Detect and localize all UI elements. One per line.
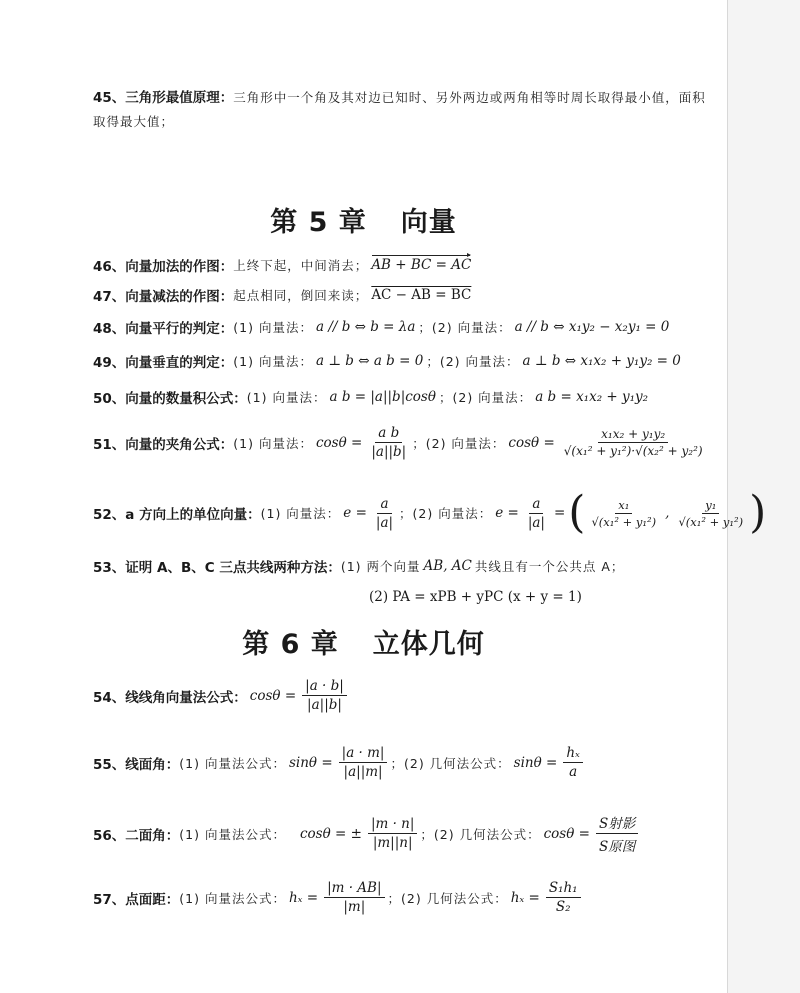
item-48 bbox=[93, 317, 672, 337]
formula-1-left: hₓ = bbox=[288, 889, 319, 906]
item-text: ；(2) 几何法公式： bbox=[390, 755, 511, 771]
item-number: 49、 bbox=[93, 355, 126, 371]
item-number: 53、 bbox=[93, 560, 126, 576]
item-text: (1) 向量法公式： bbox=[179, 826, 286, 842]
item-keyword: 向量的数量积公式： bbox=[125, 391, 247, 407]
item-text: (1) 两个向量 bbox=[340, 559, 421, 574]
numerator: |m · n| bbox=[368, 816, 417, 834]
denominator: |a||b| bbox=[371, 444, 407, 460]
item-text: (1) 向量法： bbox=[233, 320, 313, 335]
item-55 bbox=[93, 745, 586, 780]
formula-1: a b = |a||b|cosθ bbox=[329, 389, 436, 405]
formula-1-left: sinθ = bbox=[288, 754, 333, 771]
item-text: (1) 向量法： bbox=[233, 435, 313, 451]
item-number: 48、 bbox=[93, 321, 126, 337]
chapter-name: 立体几何 bbox=[372, 629, 485, 660]
item-text: 共线且有一个公共点 A； bbox=[474, 559, 625, 574]
item-number: 51、 bbox=[93, 436, 126, 453]
item-text: ；(2) 向量法： bbox=[412, 435, 506, 451]
item-keyword: a 方向上的单位向量： bbox=[125, 507, 261, 523]
item-number: 56、 bbox=[93, 827, 126, 844]
chapter-name: 向量 bbox=[400, 207, 457, 238]
chapter-6-heading bbox=[0, 622, 727, 661]
item-number: 52、 bbox=[93, 507, 126, 523]
denominator: |m||n| bbox=[372, 835, 413, 851]
fraction-2 bbox=[563, 745, 583, 780]
formula-2: a b = x₁x₂ + y₁y₂ bbox=[535, 389, 649, 405]
item-text: ；(2) 向量法： bbox=[418, 320, 512, 335]
fraction-1 bbox=[368, 425, 409, 460]
formula-2-left: e = bbox=[495, 505, 519, 521]
item-49 bbox=[93, 351, 684, 371]
formula: AB + BC = AC bbox=[371, 257, 472, 273]
numerator: S射影 bbox=[596, 812, 638, 834]
chapter-label: 第 6 章 bbox=[242, 629, 339, 660]
denominator: |a| bbox=[527, 514, 545, 531]
denominator: S原图 bbox=[598, 839, 636, 855]
item-text: ；(2) 向量法： bbox=[399, 506, 493, 521]
formula-2: a // b ⇔ x₁y₂ − x₂y₁ = 0 bbox=[514, 319, 670, 335]
item-number: 46、 bbox=[93, 259, 126, 275]
numerator: hₓ bbox=[563, 745, 583, 763]
right-paren: ) bbox=[749, 487, 767, 538]
numerator: a b bbox=[375, 425, 402, 443]
fraction-2 bbox=[596, 812, 638, 855]
formula-1: AB, AC bbox=[423, 558, 472, 574]
denominator: a bbox=[569, 764, 578, 780]
item-text: (1) 向量法： bbox=[233, 354, 313, 369]
formula-1-left: e = bbox=[343, 505, 367, 521]
item-number: 57、 bbox=[93, 891, 126, 908]
numerator: y₁ bbox=[702, 498, 719, 514]
formula-1: a ⊥ b ⇔ a b = 0 bbox=[315, 353, 424, 369]
formula-1-left: cosθ = ± bbox=[299, 825, 362, 842]
item-number: 54、 bbox=[93, 689, 126, 706]
denominator: √(x₁² + y₁²) bbox=[678, 514, 744, 529]
item-text: (1) 向量法： bbox=[260, 506, 341, 521]
item-keyword: 点面距： bbox=[125, 891, 180, 908]
denominator: |a||b| bbox=[307, 697, 342, 713]
item-46 bbox=[93, 255, 474, 275]
denominator: |a| bbox=[375, 514, 394, 531]
numerator: |m · AB| bbox=[324, 880, 384, 898]
item-keyword: 证明 A、B、C 三点共线两种方法： bbox=[125, 560, 341, 576]
numerator: x₁x₂ + y₁y₂ bbox=[598, 427, 668, 443]
item-text: (1) 向量法公式： bbox=[179, 755, 286, 771]
item-keyword: 向量平行的判定： bbox=[125, 321, 234, 337]
fraction-1 bbox=[339, 745, 388, 780]
denominator: √(x₁² + y₁²)·√(x₂² + y₂²) bbox=[563, 444, 703, 458]
item-text: (1) 向量法公式： bbox=[179, 890, 286, 906]
item-56 bbox=[93, 812, 641, 855]
item-51 bbox=[93, 425, 709, 460]
item-number: 55、 bbox=[93, 756, 126, 773]
item-text: 上终下起，中间消去； bbox=[233, 258, 369, 273]
item-45 bbox=[93, 86, 713, 134]
denominator: √(x₁² + y₁²) bbox=[591, 514, 657, 529]
item-52 bbox=[93, 487, 767, 538]
formula-2: a ⊥ b ⇔ x₁x₂ + y₁y₂ = 0 bbox=[522, 353, 681, 369]
formula: AC − AB = BC bbox=[371, 287, 472, 303]
numerator: a bbox=[377, 496, 391, 514]
item-keyword: 向量的夹角公式： bbox=[125, 436, 234, 453]
item-text: (1) 向量法： bbox=[246, 390, 327, 405]
numerator: S₁h₁ bbox=[546, 880, 581, 898]
formula-2: (2) PA = xPB + yPC (x + y = 1) bbox=[369, 589, 582, 605]
formula-2-left: cosθ = bbox=[508, 434, 555, 451]
item-keyword: 三角形最值原理： bbox=[125, 90, 234, 106]
equals-sign: = bbox=[553, 505, 566, 521]
fraction-1 bbox=[368, 816, 417, 851]
left-paren: ( bbox=[568, 487, 586, 538]
comma: , bbox=[665, 505, 670, 521]
formula-1: a // b ⇔ b = λa bbox=[315, 319, 416, 335]
numerator: |a · b| bbox=[302, 678, 347, 696]
fraction-4 bbox=[675, 498, 746, 529]
item-53-line-2 bbox=[366, 589, 585, 605]
item-53 bbox=[93, 556, 624, 576]
item-text: ；(2) 向量法： bbox=[426, 354, 520, 369]
item-54 bbox=[93, 678, 350, 713]
numerator: x₁ bbox=[615, 498, 632, 514]
item-57 bbox=[93, 880, 584, 915]
item-text: ；(2) 几何法公式： bbox=[387, 890, 508, 906]
item-keyword: 线线角向量法公式： bbox=[125, 689, 247, 706]
formula-2-left: sinθ = bbox=[513, 754, 558, 771]
item-keyword: 向量垂直的判定： bbox=[125, 355, 234, 371]
item-text: 起点相同，倒回来读； bbox=[233, 288, 369, 303]
item-number: 45、 bbox=[93, 90, 126, 106]
fraction-2 bbox=[561, 427, 706, 458]
chapter-5-heading bbox=[0, 200, 727, 239]
fraction-2 bbox=[546, 880, 581, 915]
chapter-label: 第 5 章 bbox=[270, 207, 367, 238]
item-text: ；(2) 向量法： bbox=[439, 390, 533, 405]
item-keyword: 向量减法的作图： bbox=[125, 289, 234, 305]
fraction-1 bbox=[373, 496, 396, 531]
item-number: 50、 bbox=[93, 391, 126, 407]
denominator: |m| bbox=[343, 899, 366, 915]
item-number: 47、 bbox=[93, 289, 126, 305]
item-keyword: 向量加法的作图： bbox=[125, 259, 234, 275]
item-keyword: 二面角： bbox=[125, 827, 180, 844]
item-keyword: 线面角： bbox=[125, 756, 180, 773]
numerator: |a · m| bbox=[339, 745, 388, 763]
item-text: 三角形中一个角及其对边已知时、另外两边或两角相等时周长取得最小值，面积取得最大值； bbox=[93, 90, 706, 129]
fraction-1 bbox=[324, 880, 384, 915]
item-50 bbox=[93, 387, 651, 407]
fraction-3 bbox=[588, 498, 659, 529]
fraction bbox=[302, 678, 347, 713]
formula-1-left: cosθ = bbox=[315, 434, 363, 451]
fraction-2 bbox=[525, 496, 548, 531]
formula-2-left: cosθ = bbox=[543, 825, 590, 842]
numerator: a bbox=[529, 496, 543, 514]
formula-2-left: hₓ = bbox=[510, 889, 540, 906]
item-47 bbox=[93, 285, 474, 305]
denominator: S₂ bbox=[555, 899, 571, 915]
formula-left: cosθ = bbox=[249, 687, 297, 704]
item-text: ；(2) 几何法公式： bbox=[420, 826, 541, 842]
denominator: |a||m| bbox=[343, 764, 383, 780]
